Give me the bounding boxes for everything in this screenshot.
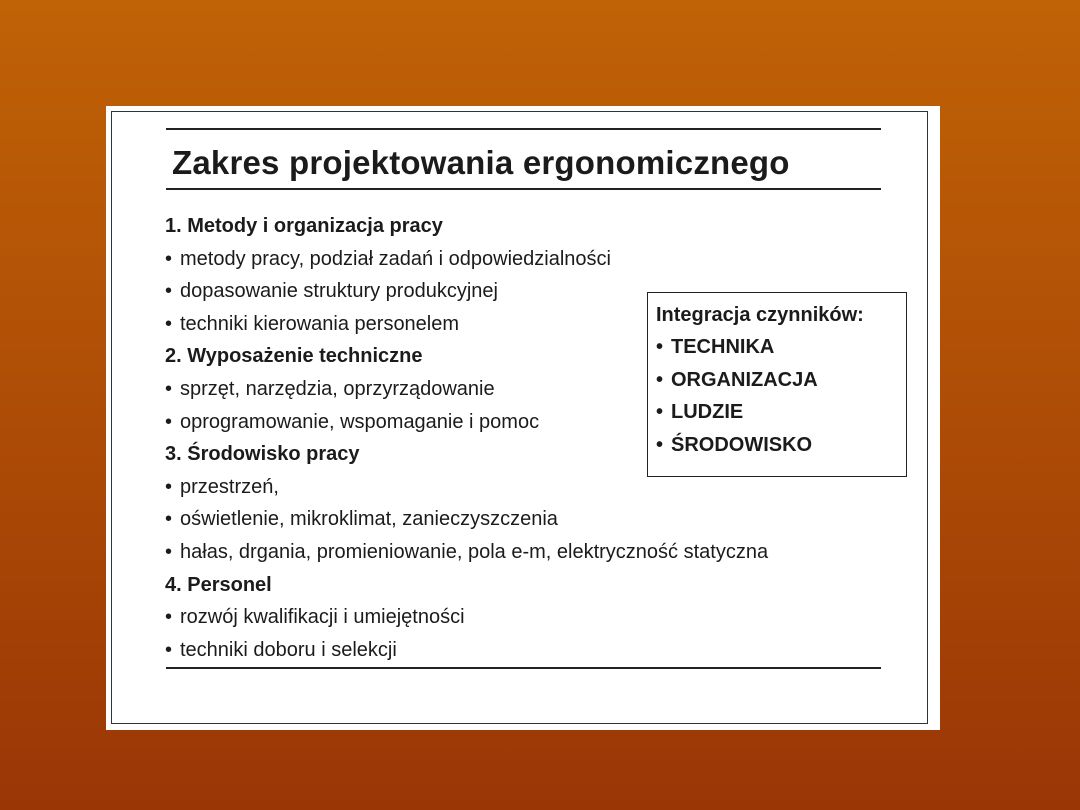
section-heading: 1. Metody i organizacja pracy xyxy=(165,215,443,237)
list-item xyxy=(165,601,885,634)
bullet-icon: • xyxy=(656,368,664,391)
list-item-text: techniki doboru i selekcji xyxy=(180,638,397,661)
list-item-text: hałas, drgania, promieniowanie, pola e-m, elektryczność statyczna xyxy=(180,540,769,563)
integration-item xyxy=(656,429,906,462)
list-item-text: oświetlenie, mikroklimat, zanieczyszczenia xyxy=(180,508,558,531)
integration-item xyxy=(656,364,906,397)
list-item xyxy=(165,634,885,667)
list-item xyxy=(165,536,885,569)
list-item-text: metody pracy, podział zadań i odpowiedzialności xyxy=(180,247,611,270)
integration-box xyxy=(647,292,907,477)
bullet-icon: • xyxy=(656,401,664,423)
integration-item-text: ORGANIZACJA xyxy=(671,368,818,391)
list-item-text: dopasowanie struktury produkcyjnej xyxy=(180,280,498,303)
section-heading: 4. Personel xyxy=(165,573,272,596)
slide-title: Zakres projektowania ergonomicznego xyxy=(172,144,790,181)
bullet-icon: • xyxy=(165,475,173,498)
top-rule xyxy=(166,128,881,130)
title-underline-rule xyxy=(166,188,881,190)
bullet-icon: • xyxy=(165,606,173,629)
list-item-text: rozwój kwalifikacji i umiejętności xyxy=(180,606,465,629)
bullet-icon: • xyxy=(165,247,173,270)
list-item-text: techniki kierowania personelem xyxy=(180,312,460,335)
bullet-icon: • xyxy=(165,280,173,303)
bullet-icon: • xyxy=(656,433,664,456)
bottom-rule xyxy=(166,667,881,669)
list-item xyxy=(165,503,885,536)
integration-item-text: ŚRODOWISKO xyxy=(671,433,813,456)
bullet-icon: • xyxy=(165,540,173,563)
section-heading: 2. Wyposażenie techniczne xyxy=(165,345,423,368)
bullet-icon: • xyxy=(165,638,173,661)
list-item-text: oprogramowanie, wspomaganie i pomoc xyxy=(180,410,540,433)
bullet-icon: • xyxy=(165,508,173,531)
integration-item xyxy=(656,331,906,364)
bullet-icon: • xyxy=(165,312,173,335)
integration-item-text: LUDZIE xyxy=(671,401,744,423)
bullet-icon: • xyxy=(165,410,173,433)
section-heading: 3. Środowisko pracy xyxy=(165,443,360,466)
integration-box-title: Integracja czynników: xyxy=(656,304,864,326)
list-item-text: przestrzeń, xyxy=(180,475,279,498)
list-item-text: sprzęt, narzędzia, oprzyrządowanie xyxy=(180,377,495,400)
integration-item xyxy=(656,396,906,429)
slide-sheet xyxy=(106,106,940,730)
bullet-icon: • xyxy=(656,336,664,358)
integration-item-text: TECHNIKA xyxy=(671,336,775,358)
bullet-icon: • xyxy=(165,377,173,400)
list-item xyxy=(165,243,885,276)
